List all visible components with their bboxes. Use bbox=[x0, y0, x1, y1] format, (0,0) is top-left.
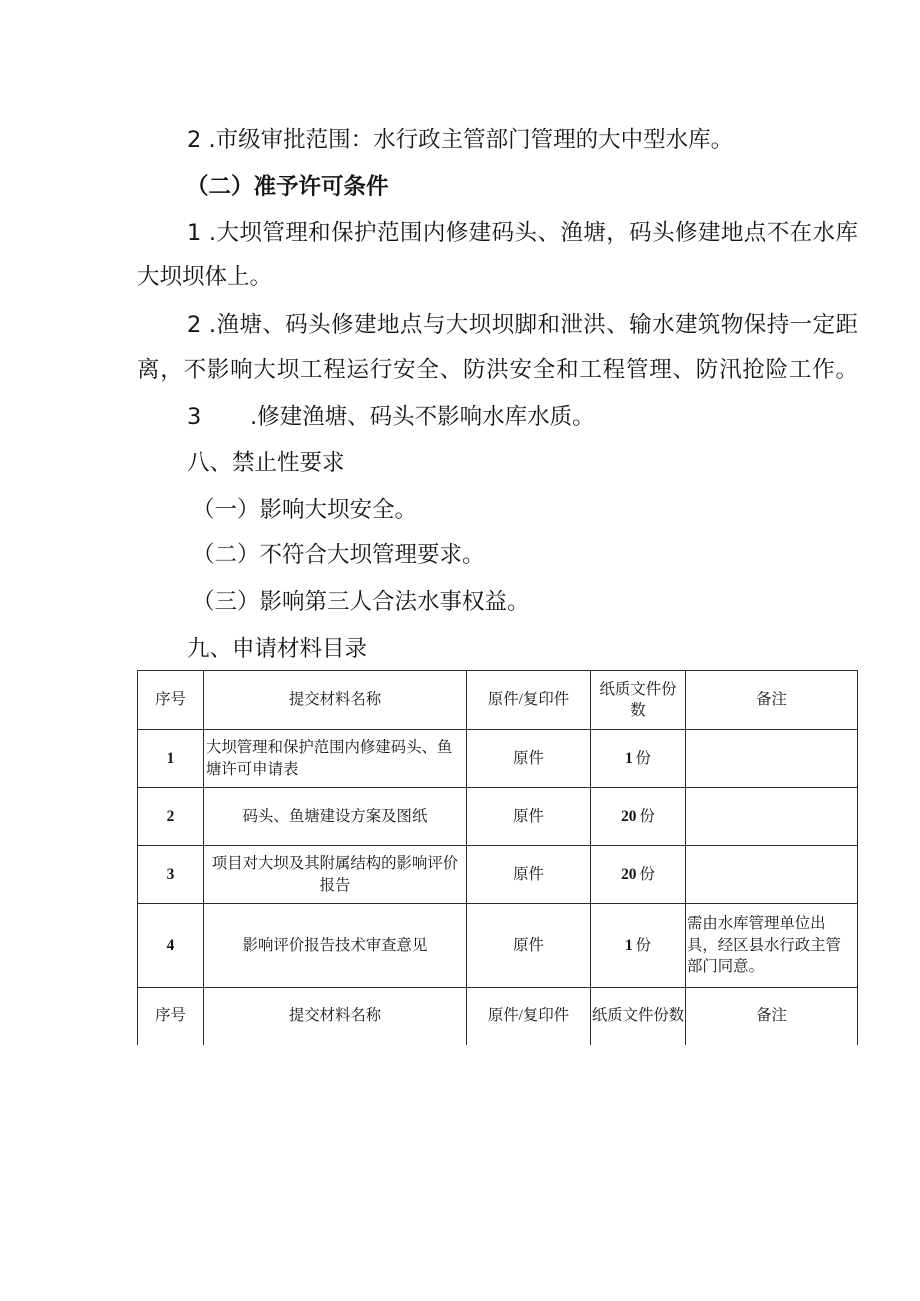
row-no: 4 bbox=[138, 904, 204, 988]
header-type: 原件/复印件 bbox=[467, 671, 591, 730]
row-no: 1 bbox=[138, 730, 204, 788]
row-copies bbox=[591, 904, 686, 988]
table-row bbox=[138, 730, 858, 788]
row-no: 3 bbox=[138, 846, 204, 904]
copies-number: 20 bbox=[621, 807, 637, 825]
header-copies: 纸质文件份数 bbox=[591, 671, 686, 730]
header-name: 提交材料名称 bbox=[204, 671, 467, 730]
header-copies: 纸质文件份数 bbox=[591, 988, 686, 1045]
copies-unit: 份 bbox=[639, 865, 655, 883]
header-type: 原件/复印件 bbox=[467, 988, 591, 1045]
row-copies bbox=[591, 730, 686, 788]
header-no: 序号 bbox=[138, 988, 204, 1045]
row-remark: 需由水库管理单位出具，经区县水行政主管部门同意。 bbox=[686, 904, 858, 988]
table-repeat-header-row bbox=[138, 988, 858, 1045]
section-heading-materials: 九、申请材料目录 bbox=[187, 636, 368, 662]
table-header-row bbox=[138, 671, 858, 730]
prohibition-item: （三）影响第三人合法水事权益。 bbox=[192, 589, 530, 615]
city-approval-scope: 2 .市级审批范围：水行政主管部门管理的大中型水库。 bbox=[187, 127, 734, 153]
condition-3-text: .修建渔塘、码头不影响水库水质。 bbox=[250, 404, 595, 430]
table-row bbox=[138, 788, 858, 846]
table-row bbox=[138, 846, 858, 904]
row-copies bbox=[591, 846, 686, 904]
condition-1-line-2: 大坝坝体上。 bbox=[137, 264, 273, 290]
copies-unit: 份 bbox=[639, 807, 655, 825]
row-type: 原件 bbox=[467, 788, 591, 846]
section-heading-prohibitions: 八、禁止性要求 bbox=[187, 450, 345, 476]
row-no: 2 bbox=[138, 788, 204, 846]
condition-1-line-1: 1 .大坝管理和保护范围内修建码头、渔塘，码头修建地点不在水库 bbox=[187, 220, 858, 246]
materials-table bbox=[137, 670, 858, 1045]
header-no: 序号 bbox=[138, 671, 204, 730]
row-remark bbox=[686, 846, 858, 904]
condition-2-line-2: 离，不影响大坝工程运行安全、防洪安全和工程管理、防汛抢险工作。 bbox=[137, 357, 858, 383]
copies-unit: 份 bbox=[635, 749, 652, 767]
row-type: 原件 bbox=[467, 730, 591, 788]
table-row bbox=[138, 904, 858, 988]
prohibition-item: （一）影响大坝安全。 bbox=[192, 497, 418, 523]
section-heading-conditions: （二）准予许可条件 bbox=[186, 174, 389, 200]
row-type: 原件 bbox=[467, 846, 591, 904]
header-name: 提交材料名称 bbox=[204, 988, 467, 1045]
row-type: 原件 bbox=[467, 904, 591, 988]
copies-number: 1 bbox=[624, 936, 633, 954]
row-copies bbox=[591, 788, 686, 846]
header-remark: 备注 bbox=[686, 988, 858, 1045]
row-name: 项目对大坝及其附属结构的影响评价报告 bbox=[204, 846, 467, 904]
copies-number: 20 bbox=[621, 865, 637, 883]
condition-3-number: 3 bbox=[187, 404, 202, 430]
row-name: 大坝管理和保护范围内修建码头、鱼塘许可申请表 bbox=[204, 730, 467, 788]
row-name: 影响评价报告技术审查意见 bbox=[204, 904, 467, 988]
copies-number: 1 bbox=[624, 749, 633, 767]
row-remark bbox=[686, 788, 858, 846]
header-remark: 备注 bbox=[686, 671, 858, 730]
prohibition-item: （二）不符合大坝管理要求。 bbox=[192, 542, 485, 568]
copies-unit: 份 bbox=[635, 936, 652, 954]
row-remark bbox=[686, 730, 858, 788]
condition-2-line-1: 2 .渔塘、码头修建地点与大坝坝脚和泄洪、输水建筑物保持一定距 bbox=[187, 312, 858, 338]
row-name: 码头、鱼塘建设方案及图纸 bbox=[204, 788, 467, 846]
